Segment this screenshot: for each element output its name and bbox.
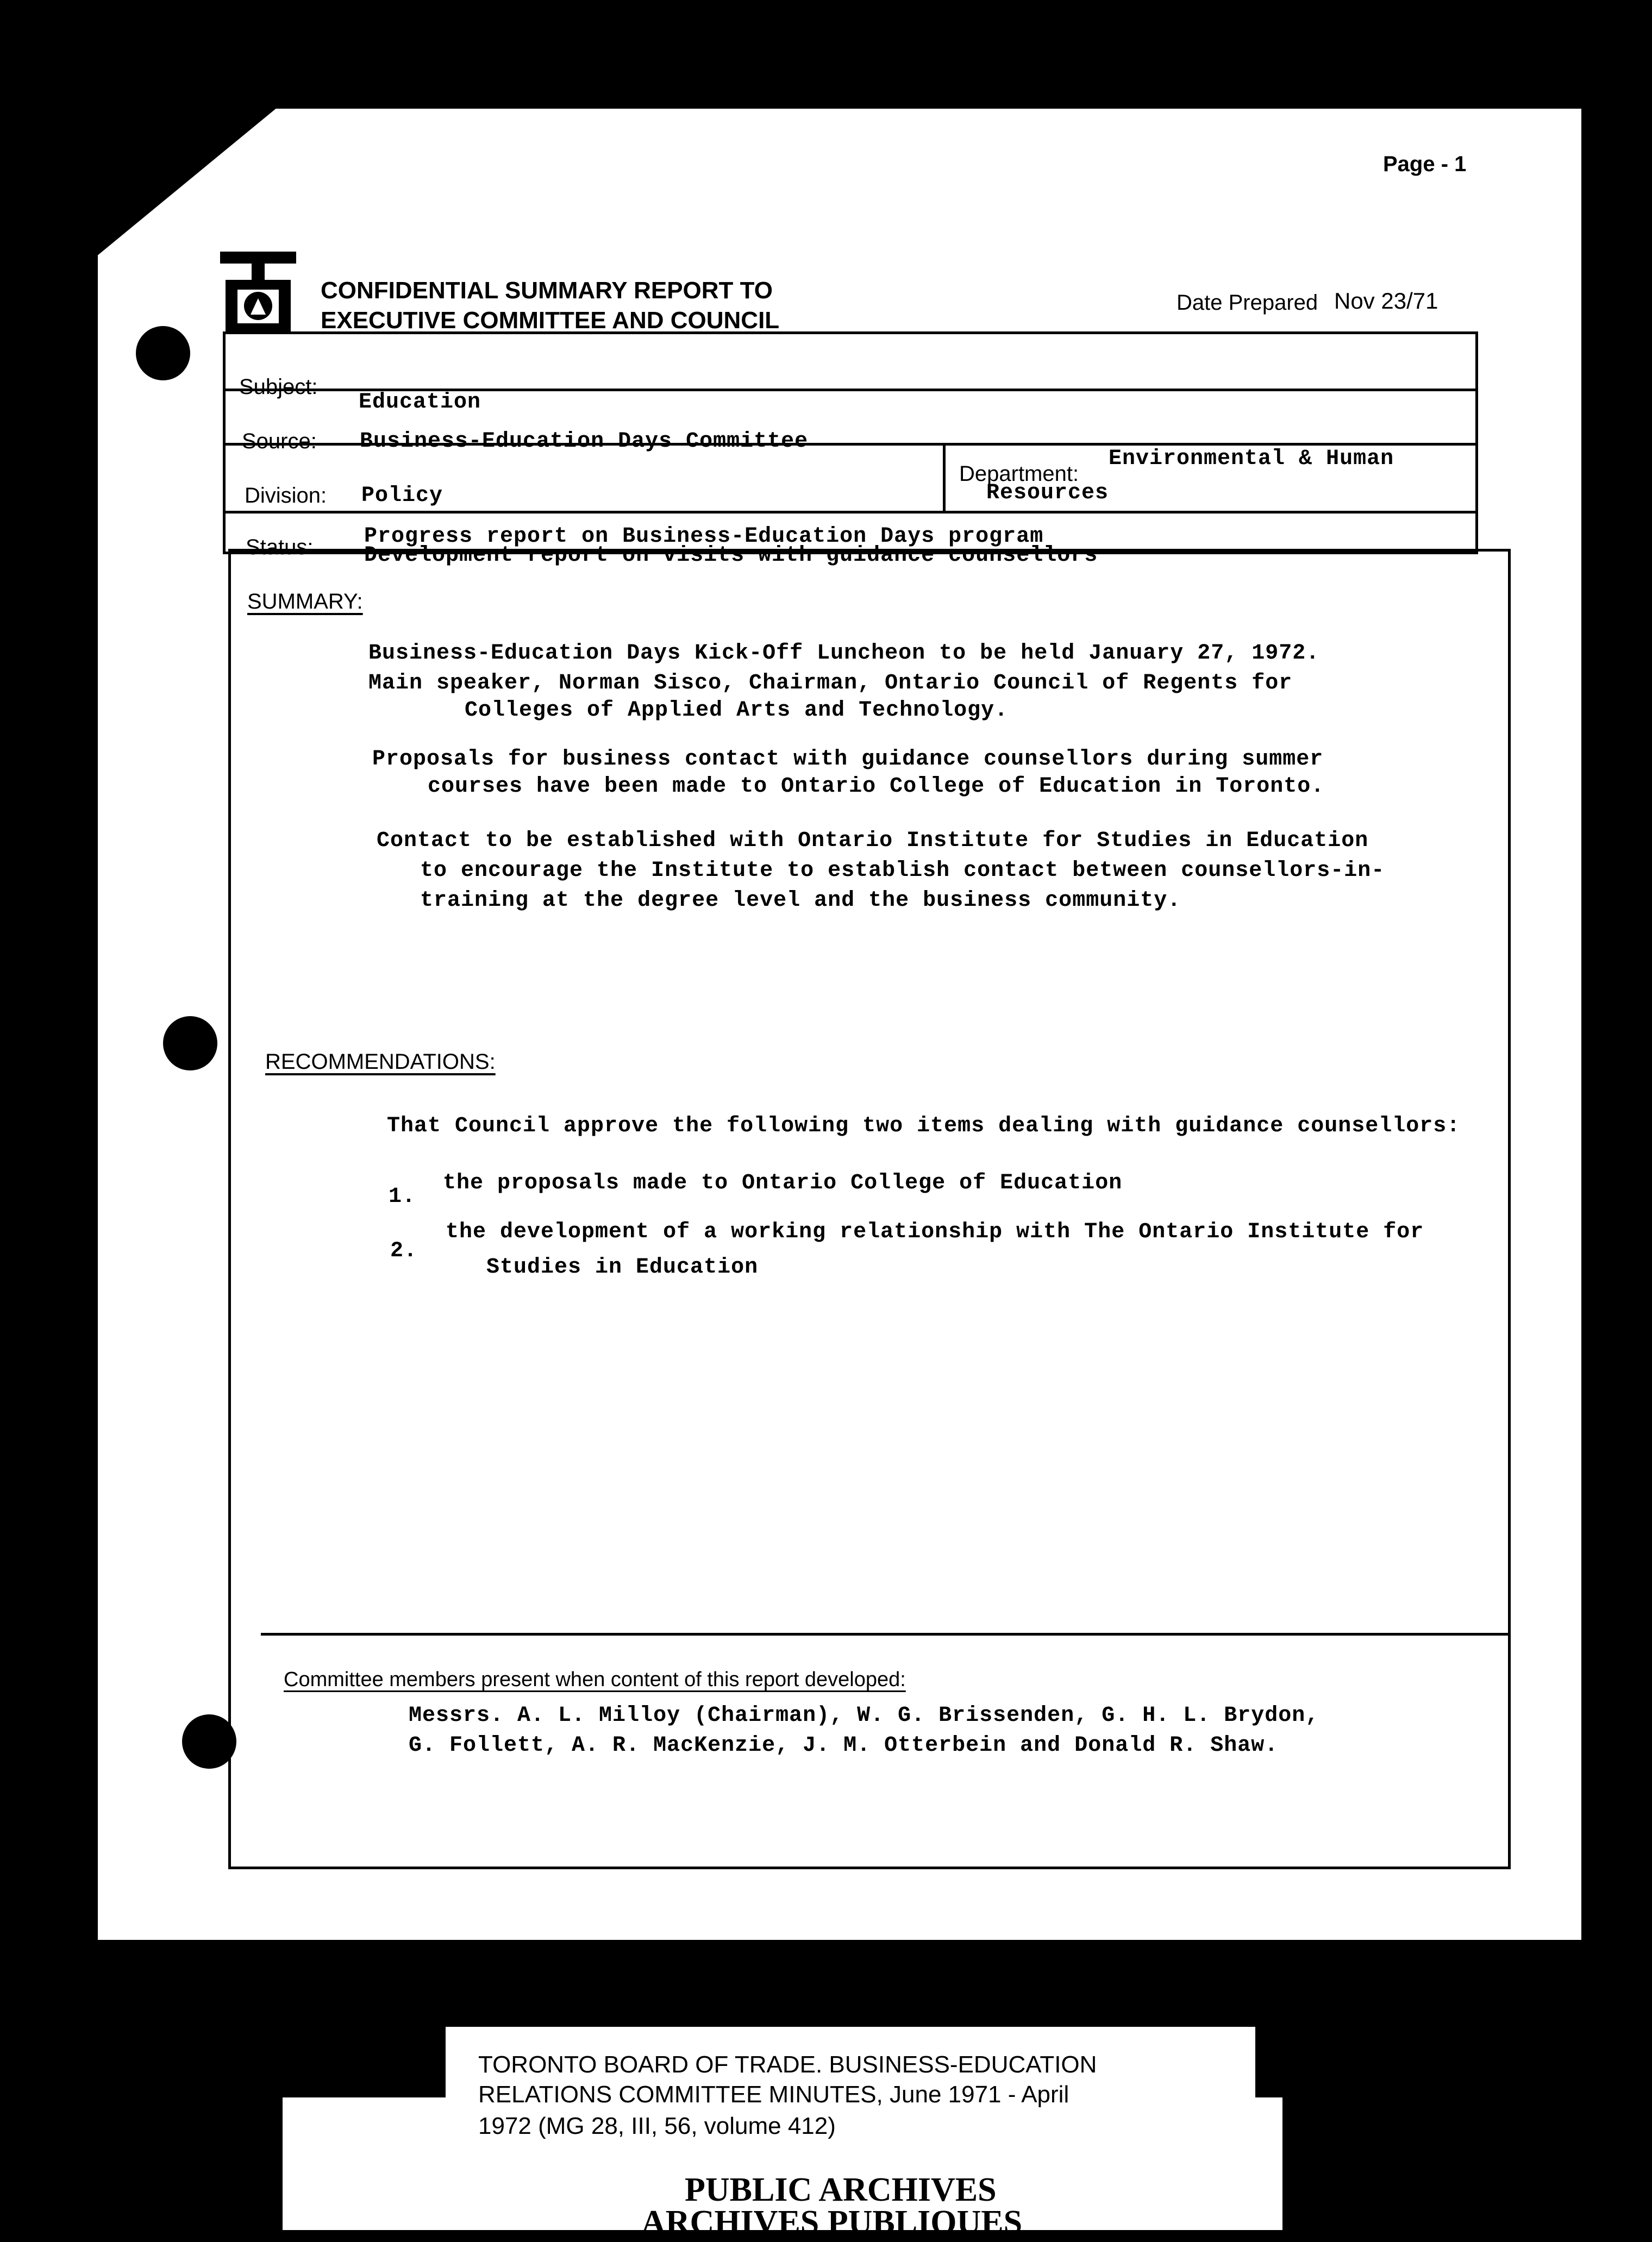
- summary-p2-line2: courses have been made to Ontario College of Education in Toronto.: [428, 774, 1325, 799]
- page-number: Page - 1: [1383, 152, 1467, 176]
- report-title-line2: EXECUTIVE COMMITTEE AND COUNCIL: [321, 307, 780, 334]
- archive-stamp-line1: PUBLIC ARCHIVES: [685, 2171, 997, 2208]
- archive-label-line1: TORONTO BOARD OF TRADE. BUSINESS-EDUCATION: [478, 2051, 1097, 2078]
- summary-p1-line1: Business-Education Days Kick-Off Luncheon to be held January 27, 1972.: [368, 641, 1320, 666]
- status-line1: Progress report on Business-Education Days program: [364, 524, 1044, 549]
- archive-stamp-line2: ARCHIVES PUBLIQUES: [641, 2204, 1023, 2241]
- summary-p1-line3: Colleges of Applied Arts and Technology.: [465, 698, 1009, 723]
- source-value: Business-Education Days Committee: [360, 429, 809, 454]
- department-value-line1: Environmental & Human: [1109, 447, 1394, 471]
- summary-heading: SUMMARY:: [247, 590, 363, 613]
- binder-hole-top: [136, 326, 190, 380]
- division-label: Division:: [245, 484, 327, 508]
- summary-p3-line1: Contact to be established with Ontario Institute for Studies in Education: [377, 829, 1369, 853]
- recommendation-item1-number: 1.: [389, 1185, 416, 1209]
- recommendation-item2-line2: Studies in Education: [486, 1255, 759, 1280]
- archive-label-line3: 1972 (MG 28, III, 56, volume 412): [478, 2113, 836, 2139]
- subject-label: Subject:: [239, 375, 318, 399]
- recommendations-intro: That Council approve the following two items dealing with guidance counsellors:: [387, 1114, 1461, 1138]
- date-prepared-value: Nov 23/71: [1334, 288, 1438, 314]
- recommendation-item2-line1: the development of a working relationship with The Ontario Institute for: [446, 1220, 1424, 1244]
- summary-p3-line2: to encourage the Institute to establish contact between counsellors-in-: [420, 859, 1385, 883]
- status-line2: Development report on visits with guidance counsellors: [364, 543, 1098, 568]
- summary-p1-line2: Main speaker, Norman Sisco, Chairman, Ontario Council of Regents for: [368, 671, 1293, 696]
- summary-p3-line3: training at the degree level and the business community.: [420, 888, 1181, 913]
- committee-members-line2: G. Follett, A. R. MacKenzie, J. M. Otterbein and Donald R. Shaw.: [409, 1733, 1279, 1758]
- committee-label: Committee members present when content of this report developed:: [284, 1668, 906, 1691]
- summary-p2-line1: Proposals for business contact with guidance counsellors during summer: [372, 747, 1324, 772]
- division-value: Policy: [361, 484, 443, 508]
- recommendation-item2-number: 2.: [390, 1239, 418, 1263]
- status-label: Status:: [246, 535, 314, 559]
- source-label: Source:: [242, 429, 317, 453]
- subject-value: Education: [359, 390, 481, 415]
- department-value-line2: Resources: [986, 481, 1109, 505]
- divider-committee: [261, 1633, 1508, 1636]
- committee-members-line1: Messrs. A. L. Milloy (Chairman), W. G. Brissenden, G. H. L. Brydon,: [409, 1704, 1319, 1728]
- binder-hole-middle: [163, 1016, 217, 1070]
- recommendations-heading: RECOMMENDATIONS:: [265, 1050, 496, 1074]
- archive-label-line2: RELATIONS COMMITTEE MINUTES, June 1971 - April: [478, 2081, 1069, 2108]
- report-title-line1: CONFIDENTIAL SUMMARY REPORT TO: [321, 277, 773, 304]
- divider-division: [223, 511, 1475, 513]
- divider-department: [943, 443, 946, 513]
- recommendation-item1-text: the proposals made to Ontario College of Education: [443, 1171, 1123, 1195]
- date-prepared-label: Date Prepared: [1177, 291, 1318, 315]
- department-label: Department:: [959, 462, 1079, 486]
- organization-logo-icon: [215, 247, 302, 340]
